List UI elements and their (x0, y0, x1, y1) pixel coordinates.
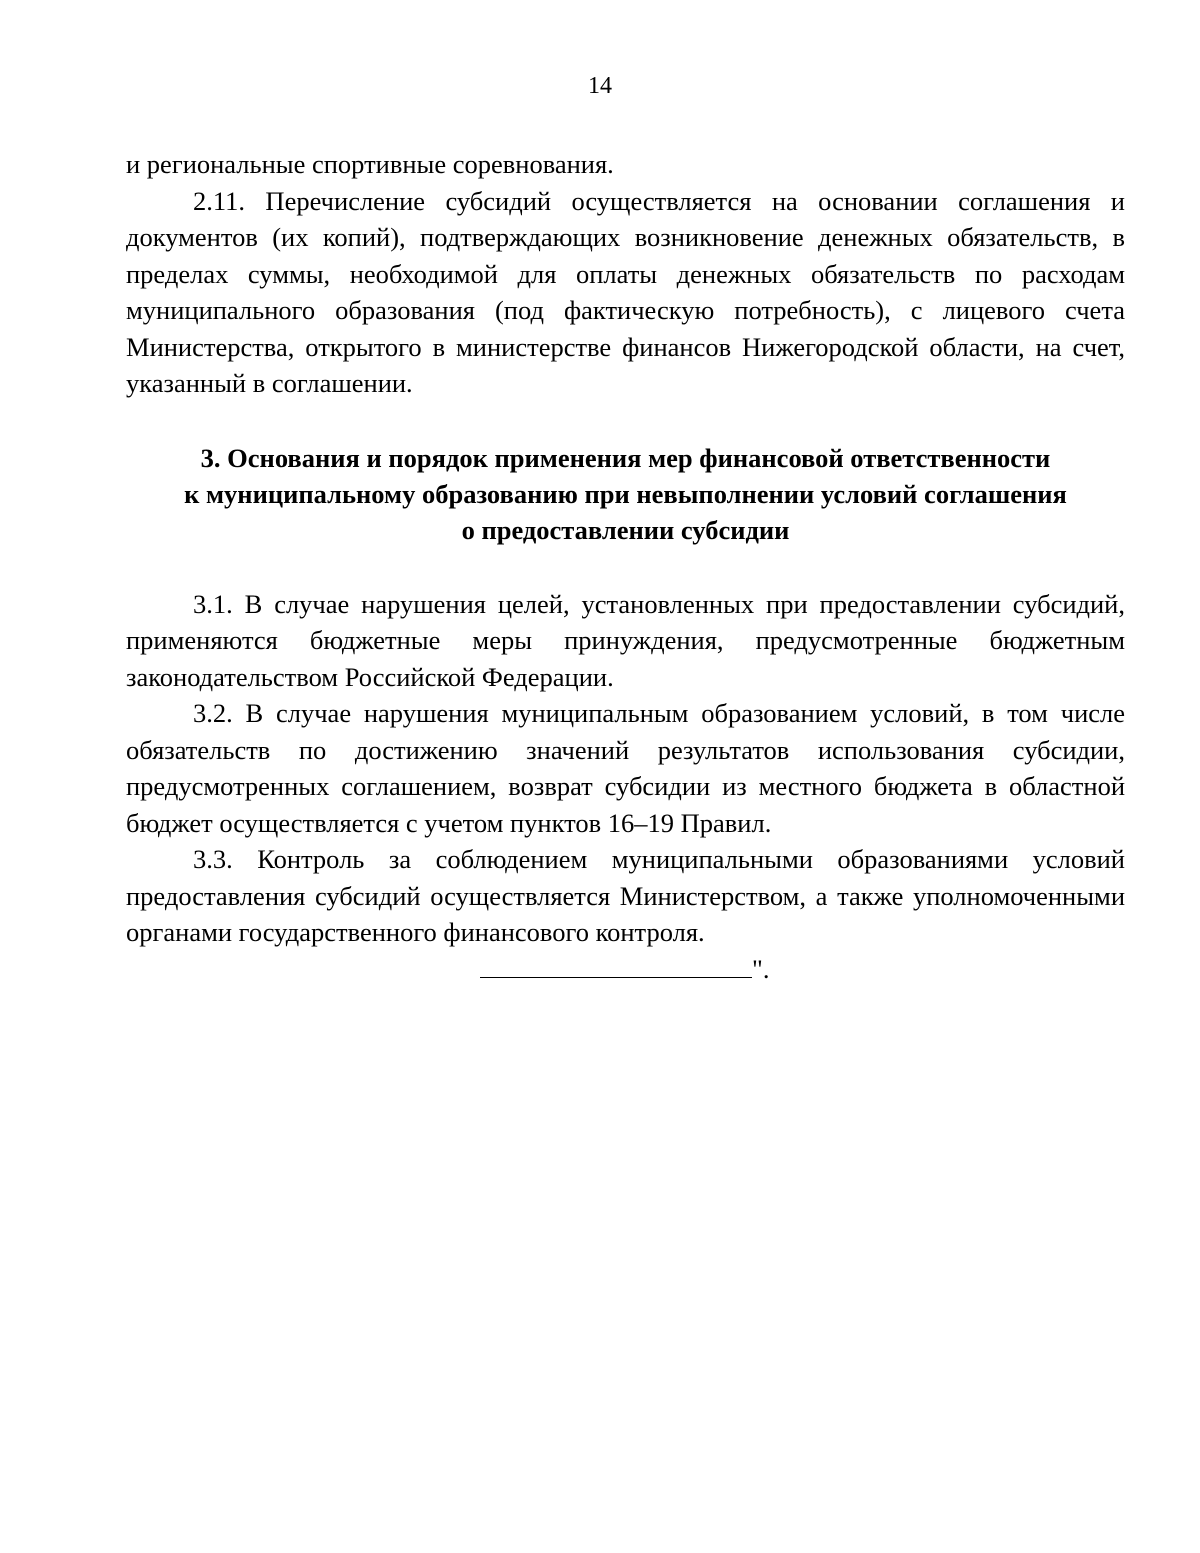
heading-line: 3. Основания и порядок применения мер финансовой ответственности (200, 442, 1051, 473)
paragraph-3-3: 3.3. Контроль за соблюдением муниципальными образованиями условий предоставления субсидий осуществляется Министерством, а также уполномоченными органами государственного финансового контроля. (126, 844, 1125, 947)
paragraph-3-2: 3.2. В случае нарушения муниципальным образованием условий, в том числе обязательств по достижению значений результатов использования субсидии, предусмотренных соглашением, возврат субсидии из местного бюджета в областной бюджет осуществляется с учетом пунктов 16–19 Правил. (126, 698, 1125, 838)
closing-line (126, 951, 1125, 988)
page-number: 14 (588, 73, 612, 99)
section-3-heading (126, 440, 1125, 548)
paragraph-intro: и региональные спортивные соревнования. (126, 149, 614, 179)
heading-line: о предоставлении субсидии (461, 514, 790, 545)
separator-rule (480, 955, 752, 978)
closing-quote-mark: ". (752, 953, 770, 984)
paragraph-2-11: 2.11. Перечисление субсидий осуществляется на основании соглашения и документов (их копий), подтверждающих возникновение денежных обязательств, в пределах суммы, необходимой для оплаты денежных обязательств по расходам муниципального образования (под фактическую потребность), с лицевого счета Министерства, открытого в министерстве финансов Нижегородской области, на счет, указанный в соглашении. (126, 185, 1125, 398)
paragraph-3-1: 3.1. В случае нарушения целей, установленных при предоставлении субсидий, применяются бюджетные меры принуждения, предусмотренные бюджетным законодательством Российской Федерации. (126, 588, 1125, 692)
heading-line: к муниципальному образованию при невыполнении условий соглашения (184, 478, 1067, 509)
document-body (126, 146, 1125, 987)
